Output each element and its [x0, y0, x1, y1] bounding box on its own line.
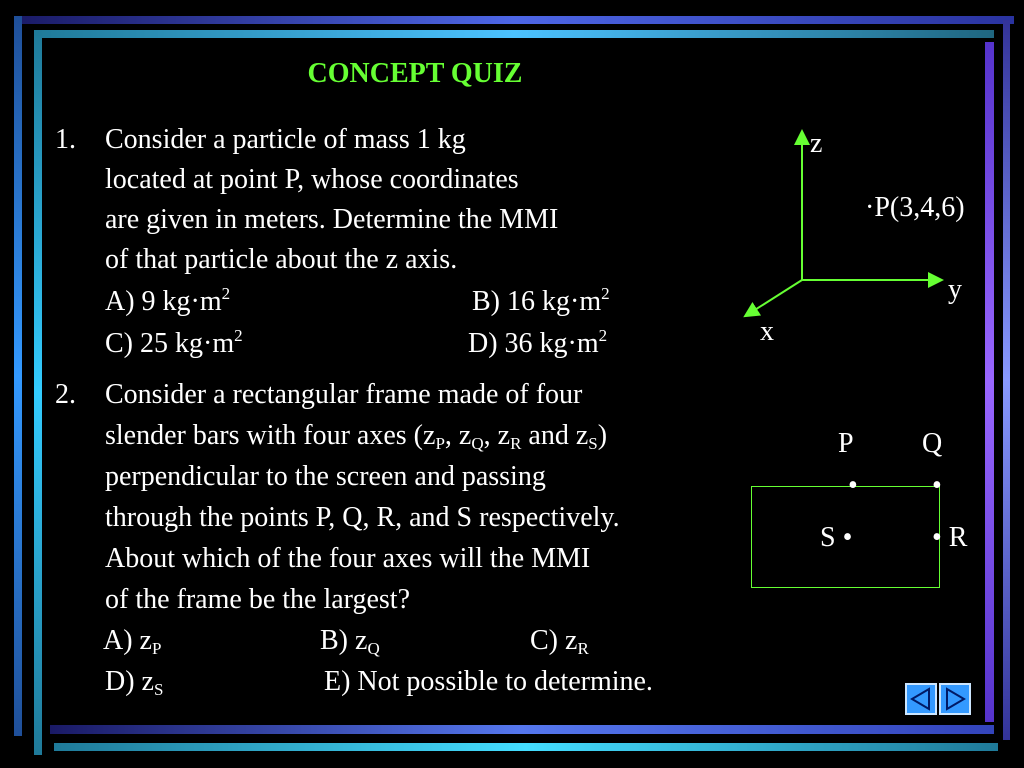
next-slide-button[interactable]	[939, 683, 971, 715]
left-border-bar-inner	[34, 30, 42, 755]
q2-option-b-text: B) z	[320, 625, 368, 656]
sub-p: P	[435, 434, 445, 453]
q2-sep-3: and z	[521, 420, 589, 451]
q2-line-2-pre: slender bars with four axes (z	[105, 420, 436, 451]
q1-option-a-text: A) 9 kg·m	[105, 286, 222, 317]
q2-line-2-post: )	[597, 420, 608, 451]
triangle-left-icon	[907, 685, 935, 713]
q1-option-a	[105, 282, 230, 322]
x-axis-line	[750, 280, 802, 313]
point-p-label: ·P(3,4,6)	[865, 192, 965, 223]
point-q-dot: •	[932, 470, 942, 501]
top-border-bar	[14, 16, 1014, 24]
q2-option-d	[105, 662, 163, 702]
q2-line-1: Consider a rectangular frame made of four	[105, 379, 583, 410]
q1-option-b	[472, 282, 610, 322]
q1-option-c	[105, 324, 243, 364]
q2-line-3: perpendicular to the screen and passing	[105, 461, 546, 492]
sub-r: R	[510, 434, 522, 453]
q1-option-b-exp: 2	[601, 284, 610, 303]
left-border-bar	[14, 16, 22, 736]
point-p-dot: •	[848, 470, 858, 501]
q1-option-c-exp: 2	[234, 326, 243, 345]
q2-option-d-text: D) z	[105, 666, 154, 697]
q1-option-d-exp: 2	[598, 326, 608, 345]
bottom-border-bar-outer	[54, 743, 998, 751]
q2-option-a-text: A) z	[103, 625, 152, 656]
q1-option-c-text: C) 25 kg·m	[105, 328, 235, 359]
triangle-right-icon	[941, 685, 969, 713]
frame-label-r: • R	[932, 522, 968, 553]
q2-option-b	[320, 621, 380, 661]
q2-number: 2.	[55, 379, 76, 410]
q2-line-6: of the frame be the largest?	[105, 584, 411, 615]
q1-line-3: are given in meters. Determine the MMI	[105, 204, 559, 235]
z-axis-label: z	[810, 128, 823, 159]
q2-option-a	[103, 621, 161, 661]
slide-title: CONCEPT QUIZ	[307, 58, 523, 89]
q1-line-4: of that particle about the z axis.	[105, 244, 458, 275]
x-axis-label: x	[760, 316, 774, 347]
right-border-bar-outer	[1003, 20, 1010, 740]
q2-line-4: through the points P, Q, R, and S respectively.	[105, 502, 620, 533]
q2-option-d-sub: S	[153, 680, 164, 699]
frame-label-q: Q	[922, 428, 943, 459]
q2-option-c-sub: R	[577, 639, 589, 658]
q1-line-1: Consider a particle of mass 1 kg	[105, 124, 466, 155]
q2-sep-1: , z	[444, 420, 472, 451]
q1-option-d-text: D) 36 kg·m	[468, 328, 599, 359]
y-axis-label: y	[948, 274, 962, 305]
q2-line-2	[105, 416, 607, 456]
frame-label-p: P	[838, 428, 854, 459]
q2-option-c	[530, 621, 589, 661]
frame-label-s: S •	[820, 522, 853, 553]
q2-option-e: E) Not possible to determine.	[324, 666, 653, 697]
q2-option-b-sub: Q	[367, 639, 380, 658]
sub-q: Q	[471, 434, 484, 453]
q1-option-a-exp: 2	[221, 284, 231, 303]
bottom-border-bar	[50, 725, 994, 734]
q2-sep-2: , z	[483, 420, 511, 451]
q1-option-b-text: B) 16 kg·m	[472, 286, 602, 317]
q2-option-a-sub: P	[151, 639, 162, 658]
previous-slide-button[interactable]	[905, 683, 937, 715]
sub-s: S	[588, 434, 598, 453]
q1-option-d	[468, 324, 607, 364]
q1-axes-diagram	[740, 125, 950, 325]
top-border-bar-inner	[34, 30, 994, 38]
q2-option-c-text: C) z	[530, 625, 578, 656]
q1-line-2: located at point P, whose coordinates	[105, 164, 519, 195]
q1-number: 1.	[55, 124, 76, 155]
q2-line-5: About which of the four axes will the MMI	[105, 543, 591, 574]
right-border-bar	[985, 42, 994, 722]
